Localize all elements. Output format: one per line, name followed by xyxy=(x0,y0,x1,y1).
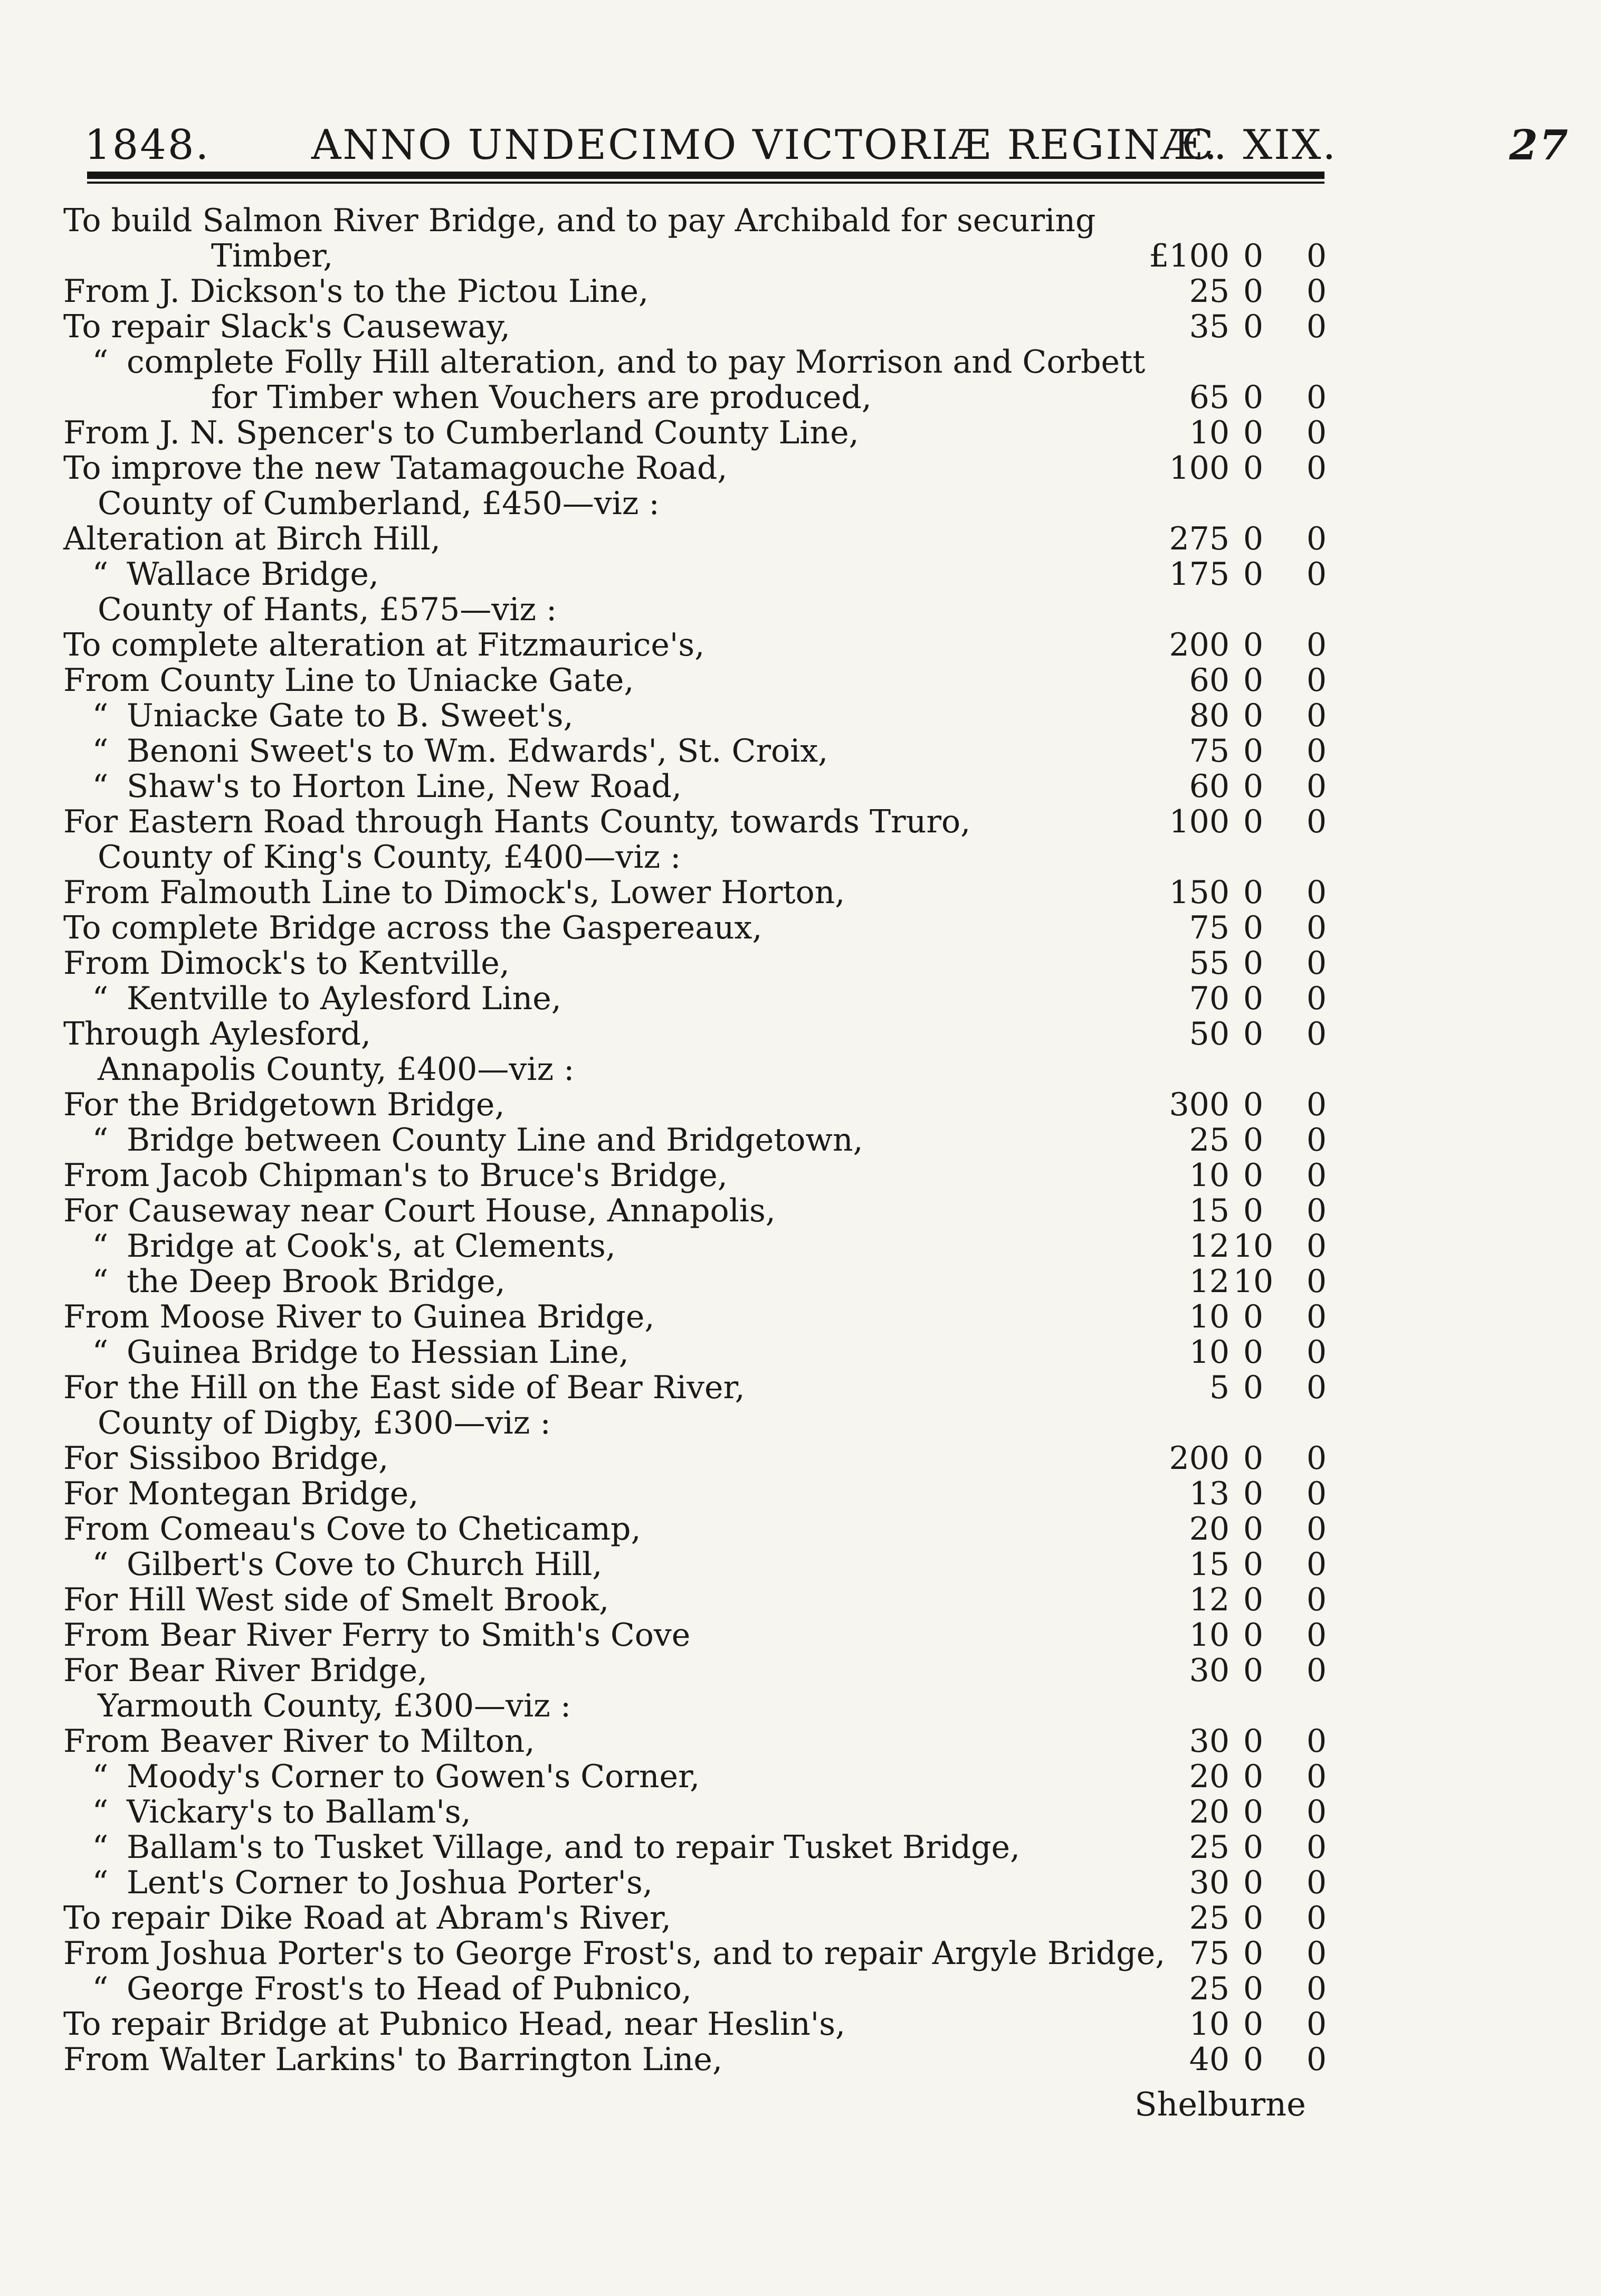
entry-label xyxy=(74,1759,700,1795)
amount-pounds-value: 12 xyxy=(1189,1263,1230,1300)
amount-pence-value: 0 xyxy=(1306,909,1327,946)
amount-pounds-value: 25 xyxy=(1189,273,1230,310)
entry-label-text: Moody's Corner to Gowen's Corner, xyxy=(127,1758,700,1795)
entry-row xyxy=(0,1335,1601,1370)
header-title: ANNO UNDECIMO VICTORIÆ REGINÆ. xyxy=(311,121,1219,169)
amount-pounds-value: 10 xyxy=(1189,414,1230,451)
amount-shillings-value: 0 xyxy=(1243,1298,1264,1335)
entry-row xyxy=(0,1158,1601,1193)
amount-pence-value: 0 xyxy=(1306,1334,1327,1371)
entry-row xyxy=(0,981,1601,1017)
amount-pounds-value: 10 xyxy=(1189,1617,1230,1654)
amount-shillings-value: 0 xyxy=(1243,1970,1264,2007)
entry-row xyxy=(0,946,1601,981)
amount-pence-value: 0 xyxy=(1306,414,1327,451)
amount-pounds-value: 200 xyxy=(1169,1440,1230,1477)
entry-label xyxy=(74,1229,616,1264)
ditto-mark: “ xyxy=(92,556,109,593)
entry-row xyxy=(0,345,1601,380)
appropriation-list xyxy=(0,203,1601,2077)
entry-row xyxy=(0,415,1601,451)
amount-shillings-value: 0 xyxy=(1243,379,1264,416)
entry-row xyxy=(0,1582,1601,1618)
amount-pence-value: 0 xyxy=(1306,1369,1327,1406)
entry-label xyxy=(74,1264,506,1299)
entry-row xyxy=(0,1229,1601,1264)
amount-pounds-value: 20 xyxy=(1189,1758,1230,1795)
entry-label-text: Bridge at Cook's, at Clements, xyxy=(127,1228,616,1265)
ditto-mark: “ xyxy=(92,1794,109,1830)
amount-shillings-value: 0 xyxy=(1243,1900,1264,1937)
amount-shillings-value: 0 xyxy=(1243,1864,1264,1901)
amount-pence-value: 0 xyxy=(1306,2041,1327,2078)
amount-pounds-value: 55 xyxy=(1189,945,1230,982)
amount-shillings-value: 0 xyxy=(1243,768,1264,805)
entry-label-text: Benoni Sweet's to Wm. Edwards', St. Croix, xyxy=(127,733,828,770)
entry-row xyxy=(0,1795,1601,1830)
amount-shillings-value: 0 xyxy=(1243,697,1264,734)
amount-pence-value: 0 xyxy=(1306,1475,1327,1512)
amount-shillings-value: 0 xyxy=(1243,909,1264,946)
entry-label: For the Bridgetown Bridge, xyxy=(63,1086,505,1123)
entry-label: For Causeway near Court House, Annapolis, xyxy=(63,1192,776,1229)
amount-pence-value: 0 xyxy=(1306,1228,1327,1265)
amount-pence-value: 0 xyxy=(1306,1157,1327,1194)
entry-label: For the Hill on the East side of Bear River, xyxy=(63,1369,745,1406)
amount-shillings-value: 0 xyxy=(1243,1581,1264,1618)
entry-label: From Falmouth Line to Dimock's, Lower Horton, xyxy=(63,874,845,911)
amount-pence-value: 0 xyxy=(1306,980,1327,1017)
entry-label: From Joshua Porter's to George Frost's, and to repair Argyle Bridge, xyxy=(63,1935,1166,1972)
entry-label: To improve the new Tatamagouche Road, xyxy=(63,450,728,487)
entry-label xyxy=(74,1335,629,1370)
entry-row xyxy=(0,663,1601,698)
header-year: 1848. xyxy=(84,121,211,169)
amount-pounds-value: 275 xyxy=(1169,520,1230,557)
header-chapter: C. XIX. xyxy=(1182,121,1338,169)
amount-shillings-value: 0 xyxy=(1243,1369,1264,1406)
ditto-mark: “ xyxy=(92,1228,109,1265)
entry-row xyxy=(0,1547,1601,1582)
entry-label xyxy=(74,769,682,804)
entry-row xyxy=(0,1441,1601,1476)
amount-pounds-value: 175 xyxy=(1169,556,1230,593)
ditto-mark: “ xyxy=(92,1864,109,1901)
amount-pence-value: 0 xyxy=(1306,874,1327,911)
amount-pounds-value: 200 xyxy=(1169,627,1230,663)
entry-row xyxy=(0,2007,1601,2042)
amount-pounds-value: 12 xyxy=(1189,1228,1230,1265)
entry-label: From Comeau's Cove to Cheticamp, xyxy=(63,1511,641,1548)
entry-row xyxy=(0,1370,1601,1406)
entry-label: For Bear River Bridge, xyxy=(63,1652,428,1689)
amount-shillings-value: 0 xyxy=(1243,414,1264,451)
entry-label xyxy=(74,1547,602,1582)
amount-pence-value: 0 xyxy=(1306,1900,1327,1937)
entry-row xyxy=(0,875,1601,910)
entry-label xyxy=(74,1830,1020,1865)
entry-row xyxy=(0,698,1601,734)
entry-label-text: the Deep Brook Bridge, xyxy=(127,1263,506,1300)
amount-shillings-value: 0 xyxy=(1243,520,1264,557)
entry-label xyxy=(74,557,379,592)
entry-row xyxy=(0,239,1601,274)
ditto-mark: “ xyxy=(92,733,109,770)
amount-pence-value: 0 xyxy=(1306,1122,1327,1159)
amount-pence-value: 0 xyxy=(1306,308,1327,345)
entry-row xyxy=(0,1476,1601,1512)
amount-pence-value: 0 xyxy=(1306,1192,1327,1229)
amount-pence-value: 0 xyxy=(1306,1016,1327,1052)
amount-pounds-value: 60 xyxy=(1189,662,1230,699)
entry-label: for Timber when Vouchers are produced, xyxy=(211,379,872,416)
amount-pounds-value: 20 xyxy=(1189,1794,1230,1830)
amount-shillings-value: 0 xyxy=(1243,1334,1264,1371)
amount-pounds-value: 100 xyxy=(1169,450,1230,487)
amount-pounds-value: 40 xyxy=(1189,2041,1230,2078)
amount-shillings-value: 0 xyxy=(1243,450,1264,487)
entry-row xyxy=(0,1299,1601,1335)
amount-pence-value: 0 xyxy=(1306,1086,1327,1123)
amount-pence-value: 0 xyxy=(1306,1263,1327,1300)
amount-pence-value: 0 xyxy=(1306,627,1327,663)
entry-row xyxy=(0,1512,1601,1547)
amount-shillings-value: 0 xyxy=(1243,945,1264,982)
entry-label: From J. Dickson's to the Pictou Line, xyxy=(63,273,649,310)
entry-row xyxy=(0,910,1601,946)
amount-pence-value: 0 xyxy=(1306,1970,1327,2007)
entry-label: To repair Slack's Causeway, xyxy=(63,308,511,345)
amount-pounds-value: 75 xyxy=(1189,909,1230,946)
ditto-mark: “ xyxy=(92,1829,109,1866)
ditto-mark: “ xyxy=(92,980,109,1017)
amount-pounds-value: 30 xyxy=(1189,1723,1230,1760)
entry-label: From Moose River to Guinea Bridge, xyxy=(63,1298,655,1335)
entry-label: To complete Bridge across the Gaspereaux, xyxy=(63,909,763,946)
amount-pounds-value: 65 xyxy=(1189,379,1230,416)
catchword: Shelburne xyxy=(1135,2085,1306,2123)
entry-label-text: Ballam's to Tusket Village, and to repair Tusket Bridge, xyxy=(127,1829,1021,1866)
amount-pounds-value: 10 xyxy=(1189,1334,1230,1371)
entry-label-text: Vickary's to Ballam's, xyxy=(127,1794,471,1830)
amount-pence-value: 0 xyxy=(1306,520,1327,557)
entry-row xyxy=(0,628,1601,663)
amount-shillings-value: 0 xyxy=(1243,1475,1264,1512)
amount-pounds-value: 50 xyxy=(1189,1016,1230,1052)
page-number: 27 xyxy=(1509,121,1570,169)
entry-label xyxy=(74,1123,863,1158)
amount-shillings-value: 0 xyxy=(1243,238,1264,274)
ditto-mark: “ xyxy=(92,697,109,734)
entry-label: Timber, xyxy=(211,238,333,274)
entry-label: To build Salmon River Bridge, and to pay Archibald for securing xyxy=(63,202,1096,239)
county-heading xyxy=(0,1406,1601,1441)
entry-label: From J. N. Spencer's to Cumberland County Line, xyxy=(63,414,859,451)
amount-shillings-value: 0 xyxy=(1243,1935,1264,1972)
entry-label-text: Uniacke Gate to B. Sweet's, xyxy=(127,697,574,734)
amount-pence-value: 0 xyxy=(1306,1935,1327,1972)
amount-shillings-value: 0 xyxy=(1243,1440,1264,1477)
entry-label: From Dimock's to Kentville, xyxy=(63,945,510,982)
amount-pence-value: 0 xyxy=(1306,803,1327,840)
amount-pence-value: 0 xyxy=(1306,2006,1327,2043)
amount-pounds-value: 20 xyxy=(1189,1511,1230,1548)
amount-pounds-value: 25 xyxy=(1189,1829,1230,1866)
entry-label: To repair Bridge at Pubnico Head, near Heslin's, xyxy=(63,2006,846,2043)
entry-label: To repair Dike Road at Abram's River, xyxy=(63,1900,671,1937)
entry-label-text: Wallace Bridge, xyxy=(127,556,379,593)
entry-row xyxy=(0,1653,1601,1688)
entry-row xyxy=(0,1971,1601,2007)
entry-label: From County Line to Uniacke Gate, xyxy=(63,662,634,699)
ditto-mark: “ xyxy=(92,1263,109,1300)
amount-pounds-value: 70 xyxy=(1189,980,1230,1017)
entry-label-text: Bridge between County Line and Bridgetown, xyxy=(127,1122,863,1159)
amount-shillings-value: 0 xyxy=(1243,733,1264,770)
amount-pounds-value: 15 xyxy=(1189,1192,1230,1229)
amount-pounds-value: 80 xyxy=(1189,697,1230,734)
entry-row xyxy=(0,451,1601,486)
entry-row xyxy=(0,309,1601,345)
entry-label: Through Aylesford, xyxy=(63,1016,371,1052)
amount-shillings-value: 0 xyxy=(1243,1546,1264,1583)
amount-shillings-value: 0 xyxy=(1243,2006,1264,2043)
amount-pence-value: 0 xyxy=(1306,697,1327,734)
amount-pence-value: 0 xyxy=(1306,1440,1327,1477)
entry-row xyxy=(0,521,1601,557)
amount-pence-value: 0 xyxy=(1306,1581,1327,1618)
ditto-mark: “ xyxy=(92,1334,109,1371)
ditto-mark: “ xyxy=(92,1970,109,2007)
entry-label-text: Guinea Bridge to Hessian Line, xyxy=(127,1334,629,1371)
amount-pence-value: 0 xyxy=(1306,238,1327,274)
entry-label xyxy=(74,981,561,1017)
amount-pounds-value: 10 xyxy=(1189,1298,1230,1335)
entry-label xyxy=(74,1795,471,1830)
entry-row xyxy=(0,1901,1601,1936)
entry-row xyxy=(0,1936,1601,1971)
county-heading xyxy=(0,592,1601,628)
amount-shillings-value: 0 xyxy=(1243,1829,1264,1866)
amount-shillings-value: 10 xyxy=(1233,1228,1274,1265)
entry-row xyxy=(0,1865,1601,1901)
entry-row xyxy=(0,2042,1601,2077)
amount-pence-value: 0 xyxy=(1306,450,1327,487)
entry-label: For Eastern Road through Hants County, towards Truro, xyxy=(63,803,971,840)
county-heading-text: County of Hants, £575—viz : xyxy=(98,591,557,628)
amount-pounds-value: 100 xyxy=(1169,803,1230,840)
amount-pence-value: 0 xyxy=(1306,556,1327,593)
amount-pounds-value: 60 xyxy=(1189,768,1230,805)
entry-label xyxy=(74,734,828,769)
county-heading xyxy=(0,1052,1601,1087)
amount-shillings-value: 0 xyxy=(1243,308,1264,345)
amount-pounds-value: 25 xyxy=(1189,1122,1230,1159)
amount-pence-value: 0 xyxy=(1306,1298,1327,1335)
entry-label: From Bear River Ferry to Smith's Cove xyxy=(63,1617,691,1654)
entry-label-text: complete Folly Hill alteration, and to pay Morrison and Corbett xyxy=(127,344,1146,381)
amount-pounds-value: 150 xyxy=(1169,874,1230,911)
county-heading xyxy=(0,1688,1601,1724)
entry-row xyxy=(0,1123,1601,1158)
amount-pounds-value: 12 xyxy=(1189,1581,1230,1618)
amount-pence-value: 0 xyxy=(1306,1864,1327,1901)
entry-label-text: George Frost's to Head of Pubnico, xyxy=(127,1970,692,2007)
header-rule-thick xyxy=(87,172,1324,179)
amount-pence-value: 0 xyxy=(1306,1758,1327,1795)
amount-pence-value: 0 xyxy=(1306,1617,1327,1654)
amount-pence-value: 0 xyxy=(1306,945,1327,982)
entry-row xyxy=(0,1724,1601,1759)
ditto-mark: “ xyxy=(92,344,109,381)
entry-label: For Sissiboo Bridge, xyxy=(63,1440,389,1477)
entry-row xyxy=(0,1759,1601,1795)
amount-shillings-value: 0 xyxy=(1243,1652,1264,1689)
ditto-mark: “ xyxy=(92,1546,109,1583)
amount-pounds-value: 25 xyxy=(1189,1970,1230,2007)
amount-pence-value: 0 xyxy=(1306,768,1327,805)
amount-pounds-value: 10 xyxy=(1189,2006,1230,2043)
amount-shillings-value: 0 xyxy=(1243,556,1264,593)
entry-row xyxy=(0,203,1601,239)
entry-label: From Walter Larkins' to Barrington Line, xyxy=(63,2041,723,2078)
amount-pence-value: 0 xyxy=(1306,1652,1327,1689)
amount-shillings-value: 0 xyxy=(1243,980,1264,1017)
entry-label xyxy=(74,345,1145,380)
county-heading-text: County of Digby, £300—viz : xyxy=(98,1405,551,1441)
entry-label xyxy=(74,1865,653,1901)
entry-label-text: Lent's Corner to Joshua Porter's, xyxy=(127,1864,653,1901)
county-heading xyxy=(0,840,1601,875)
amount-shillings-value: 0 xyxy=(1243,1016,1264,1052)
county-heading-text: County of King's County, £400—viz : xyxy=(98,839,681,876)
amount-pence-value: 0 xyxy=(1306,379,1327,416)
entry-label-text: Shaw's to Horton Line, New Road, xyxy=(127,768,682,805)
amount-pence-value: 0 xyxy=(1306,1794,1327,1830)
entry-label-text: Gilbert's Cove to Church Hill, xyxy=(127,1546,603,1583)
entry-label-text: Kentville to Aylesford Line, xyxy=(127,980,561,1017)
amount-shillings-value: 0 xyxy=(1243,273,1264,310)
entry-label: For Montegan Bridge, xyxy=(63,1475,419,1512)
amount-pence-value: 0 xyxy=(1306,662,1327,699)
entry-row xyxy=(0,274,1601,309)
amount-shillings-value: 0 xyxy=(1243,1122,1264,1159)
amount-pounds-value: 35 xyxy=(1189,308,1230,345)
amount-shillings-value: 0 xyxy=(1243,1758,1264,1795)
amount-pounds-value: 5 xyxy=(1209,1369,1230,1406)
entry-row xyxy=(0,804,1601,840)
entry-row xyxy=(0,1087,1601,1123)
amount-pence-value: 0 xyxy=(1306,733,1327,770)
county-heading-text: Annapolis County, £400—viz : xyxy=(98,1051,575,1088)
county-heading-text: County of Cumberland, £450—viz : xyxy=(98,485,660,522)
entry-row xyxy=(0,1618,1601,1653)
amount-shillings-value: 0 xyxy=(1243,1157,1264,1194)
entry-label xyxy=(74,698,574,734)
amount-pence-value: 0 xyxy=(1306,1723,1327,1760)
entry-row xyxy=(0,380,1601,415)
amount-pounds-value: £100 xyxy=(1149,238,1230,274)
amount-shillings-value: 0 xyxy=(1243,1192,1264,1229)
amount-pence-value: 0 xyxy=(1306,1546,1327,1583)
amount-pounds-value: 30 xyxy=(1189,1864,1230,1901)
amount-shillings-value: 0 xyxy=(1243,803,1264,840)
entry-label: From Beaver River to Milton, xyxy=(63,1723,535,1760)
county-heading xyxy=(0,486,1601,521)
entry-row xyxy=(0,1264,1601,1299)
entry-row xyxy=(0,734,1601,769)
amount-shillings-value: 10 xyxy=(1233,1263,1274,1300)
amount-shillings-value: 0 xyxy=(1243,627,1264,663)
entry-row xyxy=(0,1017,1601,1052)
amount-pence-value: 0 xyxy=(1306,1829,1327,1866)
ditto-mark: “ xyxy=(92,768,109,805)
amount-shillings-value: 0 xyxy=(1243,2041,1264,2078)
amount-pounds-value: 15 xyxy=(1189,1546,1230,1583)
amount-pounds-value: 75 xyxy=(1189,1935,1230,1972)
entry-label xyxy=(74,1971,692,2007)
amount-pounds-value: 30 xyxy=(1189,1652,1230,1689)
amount-shillings-value: 0 xyxy=(1243,1511,1264,1548)
amount-shillings-value: 0 xyxy=(1243,1086,1264,1123)
amount-shillings-value: 0 xyxy=(1243,874,1264,911)
entry-row xyxy=(0,769,1601,804)
county-heading-text: Yarmouth County, £300—viz : xyxy=(98,1687,571,1724)
entry-label: To complete alteration at Fitzmaurice's, xyxy=(63,627,705,663)
entry-row xyxy=(0,1830,1601,1865)
amount-pounds-value: 75 xyxy=(1189,733,1230,770)
amount-pounds-value: 300 xyxy=(1169,1086,1230,1123)
entry-label: Alteration at Birch Hill, xyxy=(63,520,441,557)
amount-shillings-value: 0 xyxy=(1243,1617,1264,1654)
amount-pence-value: 0 xyxy=(1306,1511,1327,1548)
entry-label: From Jacob Chipman's to Bruce's Bridge, xyxy=(63,1157,728,1194)
header-rule-thin xyxy=(87,182,1324,184)
entry-row xyxy=(0,557,1601,592)
entry-row xyxy=(0,1193,1601,1229)
entry-label: For Hill West side of Smelt Brook, xyxy=(63,1581,609,1618)
amount-pence-value: 0 xyxy=(1306,273,1327,310)
amount-shillings-value: 0 xyxy=(1243,1723,1264,1760)
amount-shillings-value: 0 xyxy=(1243,662,1264,699)
amount-pounds-value: 25 xyxy=(1189,1900,1230,1937)
ditto-mark: “ xyxy=(92,1122,109,1159)
amount-pounds-value: 13 xyxy=(1189,1475,1230,1512)
amount-shillings-value: 0 xyxy=(1243,1794,1264,1830)
amount-pounds-value: 10 xyxy=(1189,1157,1230,1194)
ditto-mark: “ xyxy=(92,1758,109,1795)
